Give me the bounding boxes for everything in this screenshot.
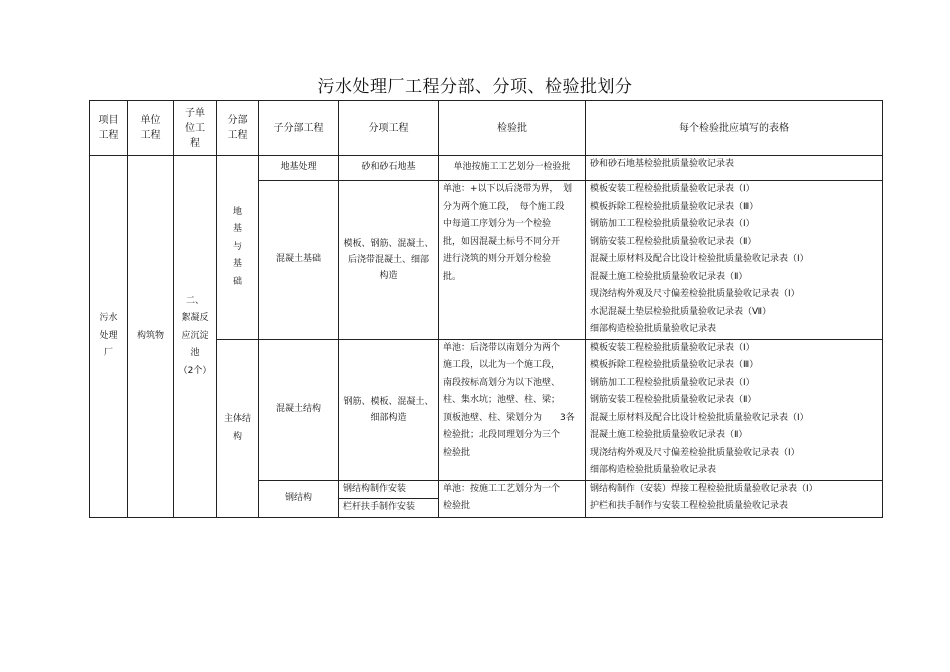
item-cell: 砂和砂石地基 xyxy=(339,156,439,181)
header-project: 项目 工程 xyxy=(90,101,128,156)
header-subdivision: 子分部工程 xyxy=(259,101,339,156)
header-forms: 每个检验批应填写的表格 xyxy=(586,101,883,156)
forms-cell: 钢结构制作（安装）焊接工程检验批质量验收记录表（Ⅰ） 护栏和扶手制作与安装工程检验批质量验收记录表 xyxy=(586,480,883,517)
subunit-cell: 二、 絮凝反 应沉淀 池 （2个） xyxy=(174,156,217,518)
header-subunit: 子单 位工 程 xyxy=(174,101,217,156)
forms-cell: 模板安装工程检验批质量验收记录表（Ⅰ） 模板拆除工程检验批质量验收记录表（Ⅲ） 钢筋加工工程检验批质量验收记录表（Ⅰ） 钢筋安装工程检验批质量验收记录表（Ⅱ） 混凝土原材料及配合比设计检验批质量验收记录表（Ⅰ） 混凝土施工检验批质量验收记录表（Ⅱ） 现浇结构外观及尺寸偏差检验批质量验收记录表（Ⅰ） 细部构造检验批质量验收记录表 xyxy=(586,339,883,480)
table-row xyxy=(90,156,883,181)
batch-cell: 单池：后浇带以南划分为两个 施工段，以北为一个施工段， 南段按标高划分为以下池壁、 柱、集水坑；池壁、柱、梁； 顶板池壁、柱、梁划分为 3各 检验批；北段同理划分为三个 检验批 xyxy=(439,339,586,480)
project-cell: 污水 处理 厂 xyxy=(90,156,128,518)
unit-cell: 构筑物 xyxy=(128,156,174,518)
batch-cell: 单池：+以下以后浇带为界， 划 分为两个施工段， 每个施工段 中每道工序划分为一个检验 批，如因混凝土标号不同分开 进行浇筑的则分开划分检验 批。 xyxy=(439,181,586,340)
division-main-cell: 主体结 构 xyxy=(217,339,259,517)
subdivision-cell: 钢结构 xyxy=(259,480,339,517)
item-cell: 钢结构制作安装 xyxy=(339,480,439,499)
header-row xyxy=(90,101,883,156)
forms-cell: 模板安装工程检验批质量验收记录表（Ⅰ） 模板拆除工程检验批质量验收记录表（Ⅲ） 钢筋加工工程检验批质量验收记录表（Ⅰ） 钢筋安装工程检验批质量验收记录表（Ⅱ） 混凝土原材料及配合比设计检验批质量验收记录表（Ⅰ） 混凝土施工检验批质量验收记录表（Ⅱ） 现浇结构外观及尺寸偏差检验批质量验收记录表（Ⅰ） 水泥混凝土垫层检验批质量验收记录表（Ⅶ） 细部构造检验批质量验收记录表 xyxy=(586,181,883,340)
header-division: 分部 工程 xyxy=(217,101,259,156)
header-unit: 单位 工程 xyxy=(128,101,174,156)
forms-cell: 砂和砂石地基检验批质量验收记录表 xyxy=(586,156,883,181)
batch-cell: 单池按施工工艺划分一检验批 xyxy=(439,156,586,181)
item-cell: 钢筋、模板、混凝土、 细部构造 xyxy=(339,339,439,480)
subdivision-cell: 混凝土基础 xyxy=(259,181,339,340)
batch-cell: 单池：按施工工艺划分为一个 检验批 xyxy=(439,480,586,517)
item-cell: 模板、钢筋、混凝土、 后浇带混凝土、细部 构造 xyxy=(339,181,439,340)
page-title: 污水处理厂工程分部、分项、检验批划分 xyxy=(317,77,633,97)
division-foundation-cell: 地 基 与 基 础 xyxy=(217,156,259,340)
division-table xyxy=(89,100,883,518)
header-batch: 检验批 xyxy=(439,101,586,156)
header-item: 分项工程 xyxy=(339,101,439,156)
item-cell: 栏杆扶手制作安装 xyxy=(339,499,439,518)
subdivision-cell: 地基处理 xyxy=(259,156,339,181)
subdivision-cell: 混凝土结构 xyxy=(259,339,339,480)
